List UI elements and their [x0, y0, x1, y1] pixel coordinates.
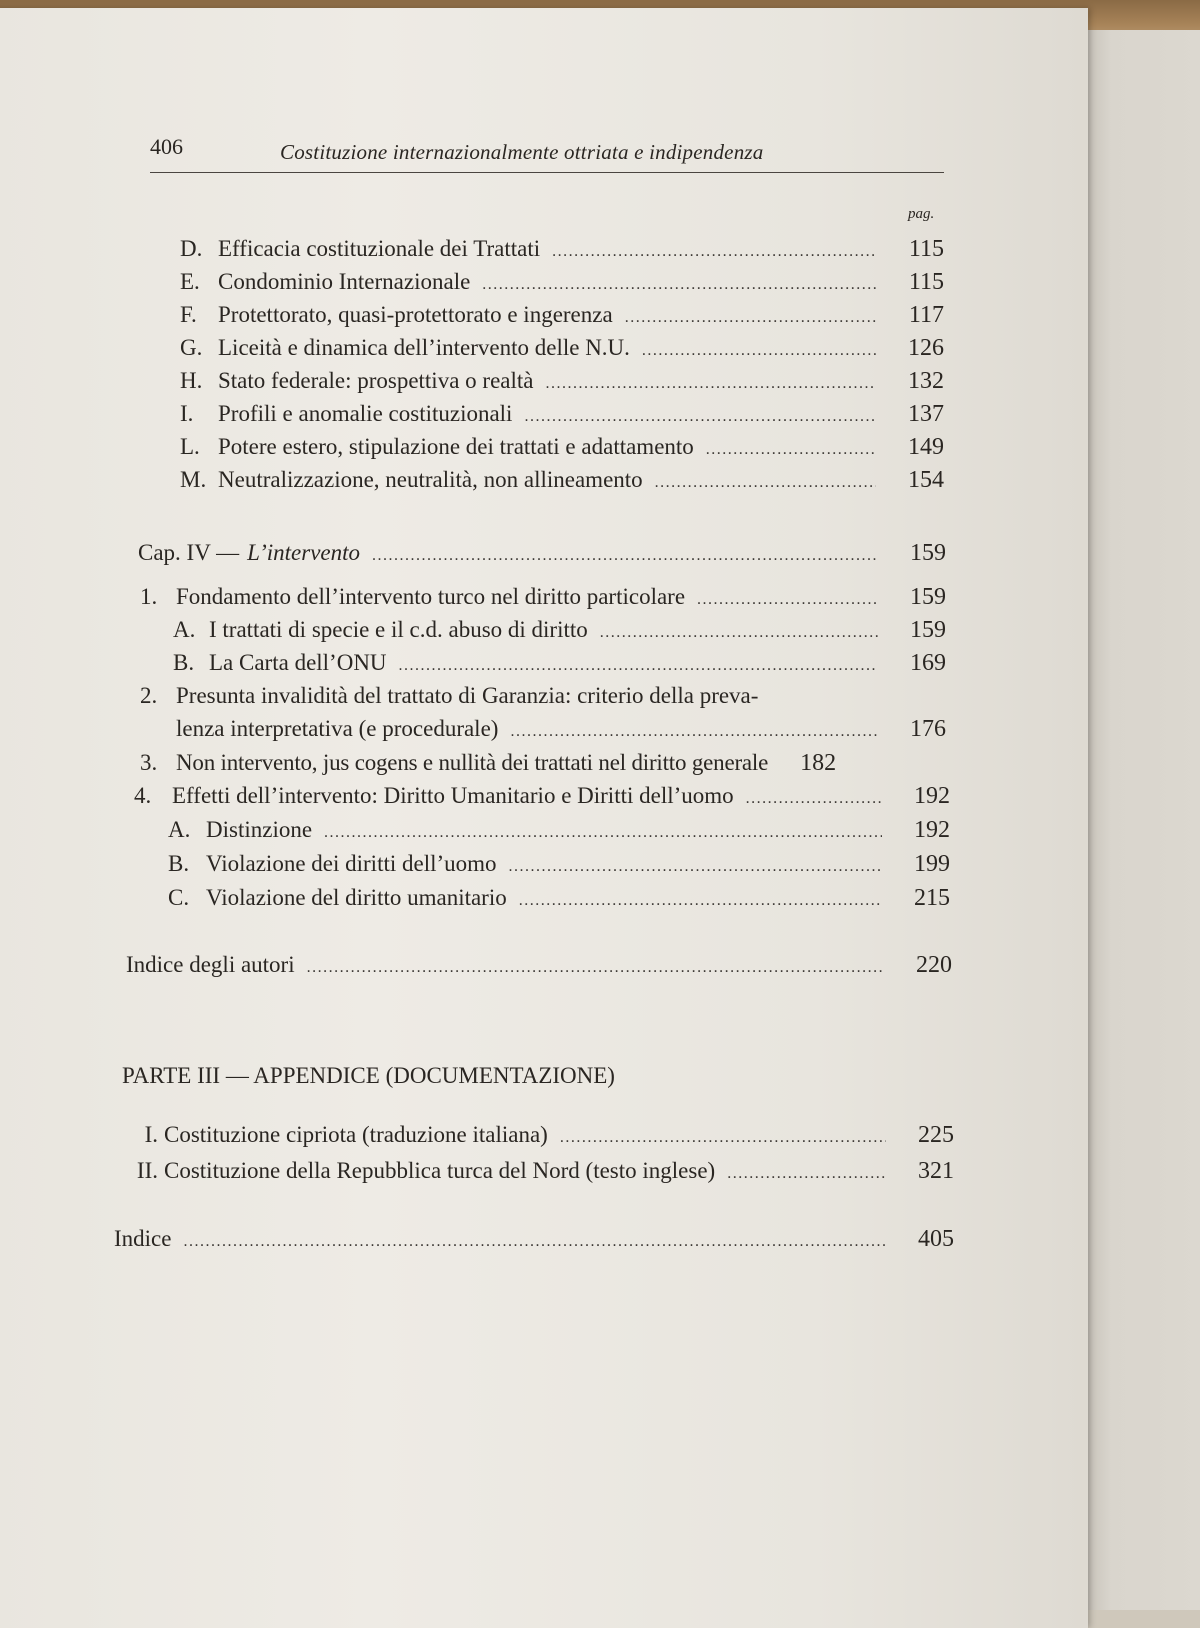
entry-mark: H. — [180, 368, 203, 393]
entry-mark: I. — [180, 401, 194, 426]
dot-leader — [307, 953, 884, 983]
toc-entry-l — [180, 432, 944, 465]
toc-entry-e — [180, 267, 944, 300]
entry-page: 220 — [916, 952, 952, 978]
section-title: Non intervento, jus cogens e nullità dei trattati nel diritto generale — [176, 750, 769, 775]
part-iii-heading: PARTE III — APPENDICE (DOCUMENTAZIONE) — [122, 1063, 615, 1088]
toc-entry-i — [180, 399, 944, 432]
entry-page: 115 — [908, 269, 944, 295]
pag-column-label: pag. — [908, 206, 935, 222]
entry-title: Costituzione della Repubblica turca del Nord (testo inglese) — [164, 1158, 716, 1183]
toc-section-2-line1 — [140, 683, 758, 709]
toc-section-4-c — [168, 883, 950, 916]
entry-mark: G. — [180, 335, 203, 360]
entry-page: 215 — [914, 885, 950, 911]
dot-leader — [625, 303, 876, 333]
section-title: Fondamento dell’intervento turco nel diritto particolare — [176, 584, 686, 609]
dot-leader — [509, 852, 882, 882]
entry-title: Violazione dei diritti dell’uomo — [206, 851, 497, 876]
entry-page: 154 — [908, 467, 944, 493]
toc-entry-m — [180, 465, 944, 498]
dot-leader — [746, 784, 882, 814]
entry-page: 405 — [918, 1226, 954, 1252]
toc-section-4-b — [168, 849, 950, 882]
entry-title: Costituzione cipriota (traduzione italiana) — [164, 1122, 548, 1147]
section-mark: 3. — [140, 750, 158, 775]
section-mark: 2. — [140, 683, 158, 708]
section-page: 182 — [800, 750, 837, 776]
section-title: Effetti dell’intervento: Diritto Umanitario e Diritti dell’uomo — [172, 783, 734, 808]
dot-leader — [642, 336, 876, 366]
running-title: Costituzione internazionalmente ottriata e indipendenza — [280, 140, 764, 164]
entry-mark: D. — [180, 236, 203, 261]
entry-title: Profili e anomalie costituzionali — [218, 401, 513, 426]
entry-title: La Carta dell’ONU — [209, 650, 387, 675]
toc-section-4-a — [168, 815, 950, 848]
section-page: 159 — [910, 584, 946, 610]
entry-mark: B. — [173, 650, 195, 675]
section-title-line1: Presunta invalidità del trattato di Garanzia: criterio della preva- — [176, 683, 759, 708]
chapter-title: L’intervento — [247, 540, 360, 565]
section-title-line2: lenza interpretativa (e procedurale) — [176, 716, 499, 741]
dot-leader — [519, 886, 882, 916]
entry-mark: I. — [144, 1122, 158, 1147]
toc-entry-h — [180, 366, 944, 399]
entry-title: Distinzione — [206, 817, 313, 842]
entry-page: 321 — [918, 1158, 954, 1184]
dot-leader — [600, 618, 878, 648]
entry-title: Condominio Internazionale — [218, 269, 471, 294]
dot-leader — [372, 541, 878, 571]
running-head — [150, 128, 944, 173]
dot-leader — [655, 468, 876, 498]
dot-leader — [324, 818, 882, 848]
entry-title: Protettorato, quasi-protettorato e ingerenza — [218, 302, 613, 327]
entry-title: Liceità e dinamica dell’intervento delle N.U. — [218, 335, 630, 360]
entry-title: Efficacia costituzionale dei Trattati — [218, 236, 541, 261]
dot-leader — [524, 402, 876, 432]
entry-title: Stato federale: prospettiva o realtà — [218, 368, 534, 393]
toc-entry-d — [180, 234, 944, 267]
entry-mark: E. — [180, 269, 200, 294]
entry-mark: B. — [168, 851, 190, 876]
entry-mark: F. — [180, 302, 197, 327]
entry-page: 149 — [908, 434, 944, 460]
entry-title: Neutralizzazione, neutralità, non allineamento — [218, 467, 643, 492]
toc-section-3 — [140, 748, 950, 778]
toc-appendix-i — [124, 1120, 954, 1153]
section-mark: 1. — [140, 584, 158, 609]
entry-page: 132 — [908, 368, 944, 394]
dot-leader — [727, 1159, 886, 1189]
facing-page-edge — [1086, 30, 1200, 1610]
entry-title: Violazione del diritto umanitario — [206, 885, 507, 910]
section-mark: 4. — [134, 783, 152, 808]
toc-appendix-ii — [118, 1156, 954, 1189]
toc-entry-f — [180, 300, 944, 333]
toc-section-1 — [140, 582, 946, 615]
entry-page: 192 — [914, 817, 950, 843]
dot-leader — [706, 435, 876, 465]
dot-leader — [697, 585, 878, 615]
toc-authors-index — [126, 950, 952, 983]
section-page: 192 — [914, 783, 950, 809]
toc-entry-g — [180, 333, 944, 366]
entry-page: 225 — [918, 1122, 954, 1148]
entry-page: 169 — [910, 650, 946, 676]
dot-leader — [482, 270, 876, 300]
toc-section-1-a — [173, 615, 946, 648]
toc-section-2-line2 — [176, 714, 946, 747]
dot-leader — [399, 651, 878, 681]
toc-general-index — [114, 1224, 954, 1257]
entry-page: 117 — [908, 302, 944, 328]
toc-section-1-b — [173, 648, 946, 681]
entry-page: 199 — [914, 851, 950, 877]
chapter-prefix: Cap. IV — — [138, 540, 240, 565]
entry-title: Indice degli autori — [126, 952, 295, 977]
entry-title: Potere estero, stipulazione dei trattati e adattamento — [218, 434, 694, 459]
entry-mark: A. — [168, 817, 191, 842]
entry-page: 137 — [908, 401, 944, 427]
section-page: 176 — [910, 716, 946, 742]
entry-page: 126 — [908, 335, 944, 361]
page-number: 406 — [150, 134, 183, 159]
dot-leader — [183, 1227, 886, 1257]
entry-mark: M. — [180, 467, 207, 492]
dot-leader — [545, 369, 876, 399]
dot-leader — [510, 717, 878, 747]
chapter-page: 159 — [910, 540, 946, 566]
dot-leader — [560, 1123, 886, 1153]
entry-mark: II. — [136, 1158, 158, 1183]
toc-section-4 — [134, 781, 950, 814]
entry-title: I trattati di specie e il c.d. abuso di diritto — [209, 617, 588, 642]
entry-mark: A. — [173, 617, 196, 642]
entry-mark: C. — [168, 885, 190, 910]
entry-page: 159 — [910, 617, 946, 643]
toc-chapter-iv — [138, 538, 946, 571]
dot-leader — [552, 237, 876, 267]
entry-title: Indice — [114, 1226, 172, 1251]
entry-mark: L. — [180, 434, 200, 459]
entry-page: 115 — [908, 236, 944, 262]
